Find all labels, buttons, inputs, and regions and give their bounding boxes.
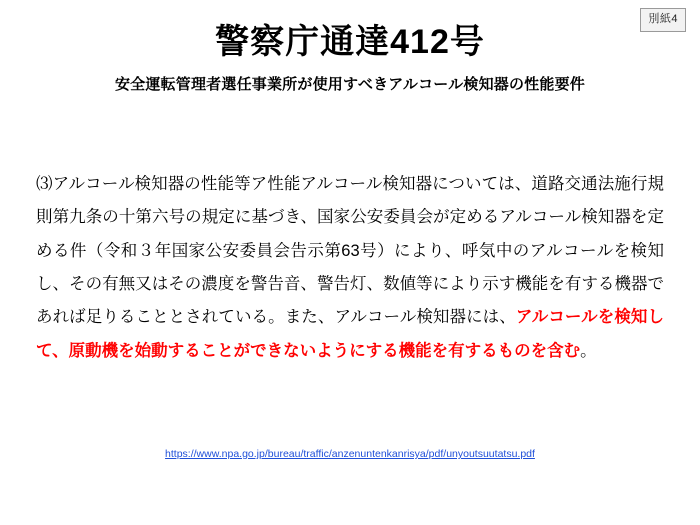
page-title: 警察庁通達412号	[215, 23, 485, 61]
body-text-highlight: アルコールを検知して、原動機を始動することができないようにする機能を有するものを含む	[36, 308, 664, 360]
body-text-part-1: ⑶アルコール検知器の性能等ア性能アルコール検知器については、道路交通法施行規則第九条の十第六号の規定に基づき、国家公安委員会が定めるアルコール検知器を定める件（令和３年国家公安委員会告示第63号）により、呼気中のアルコールを検知し、その有無又はその濃度を警告音、警告灯、数値等により示す機能を有する機器であれば足りることとされている。また、アルコール検知器には、	[36, 175, 665, 327]
page-subtitle: 安全運転管理者選任事業所が使用すべきアルコール検知器の性能要件	[114, 76, 585, 93]
body-paragraph	[36, 168, 664, 368]
attachment-tag: 別紙4	[640, 8, 686, 32]
source-url-link[interactable]: https://www.npa.go.jp/bureau/traffic/anzenuntenkanrisya/pdf/unyoutsuutatsu.pdf	[165, 448, 535, 460]
body-text-part-2: 。	[580, 341, 597, 360]
